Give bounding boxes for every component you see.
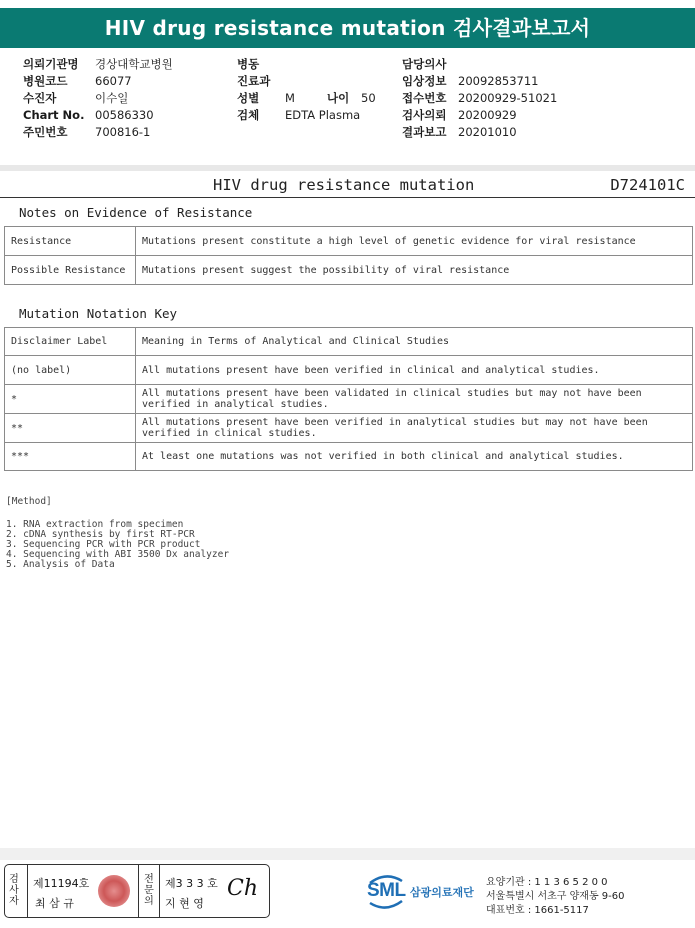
examiner-license-no: 제11194호: [33, 877, 90, 890]
specialist-label-char: 전: [144, 874, 154, 885]
requesting-institution-label: 의뢰기관명: [23, 57, 79, 71]
handwritten-signature: Ch: [227, 876, 259, 901]
signature-box: [4, 864, 270, 918]
specialist-license-no: 제3 3 3 호: [165, 877, 218, 890]
evidence-label: Resistance: [5, 227, 136, 256]
method-step: 1. RNA extraction from specimen: [6, 519, 184, 530]
examiner-name: 최 삼 규: [35, 897, 74, 910]
chart-no-value: 00586330: [95, 108, 154, 122]
resident-no-value: 700816-1: [95, 125, 151, 139]
report-title-bar: [0, 172, 695, 198]
table-row: [5, 385, 693, 414]
method-step: 5. Analysis of Data: [6, 559, 115, 570]
divider: [159, 865, 160, 917]
table-row: [5, 227, 693, 256]
evidence-text: Mutations present constitute a high level of genetic evidence for viral resistance: [136, 227, 693, 256]
org-code-line: 요양기관 : 1 1 3 6 5 2 0 0: [486, 877, 608, 888]
method-step: 3. Sequencing PCR with PCR product: [6, 539, 201, 550]
evidence-table: [4, 226, 693, 285]
notation-label: ***: [5, 443, 136, 471]
header-separator: [0, 165, 695, 171]
department-label: 진료과: [237, 74, 271, 88]
request-date-label: 검사의뢰: [402, 108, 447, 122]
report-code: D724101C: [610, 176, 685, 194]
header-col1: [23, 57, 173, 142]
org-address-line: 서울특별시 서초구 양재동 9-60: [486, 891, 625, 902]
notation-text: All mutations present have been verified in clinical and analytical studies.: [136, 356, 693, 385]
header-col3: [402, 57, 557, 142]
notation-label: *: [5, 385, 136, 414]
table-header-row: [5, 328, 693, 356]
sex-value: M: [285, 91, 295, 105]
notation-heading: Mutation Notation Key: [19, 306, 178, 321]
notation-label: **: [5, 414, 136, 443]
examiner-label-char: 사: [9, 885, 19, 896]
report-date-value: 20201010: [458, 125, 517, 139]
notation-header-label: Disclaimer Label: [5, 328, 136, 356]
notation-label: (no label): [5, 356, 136, 385]
requesting-institution-value: 경상대학교병원: [95, 57, 173, 71]
report-date-label: 결과보고: [402, 125, 447, 139]
accession-no-value: 20200929-51021: [458, 91, 558, 105]
examiner-label-char: 검: [9, 874, 19, 885]
sex-label: 성별: [237, 91, 260, 105]
table-row: [5, 256, 693, 285]
table-row: [5, 356, 693, 385]
specialist-label-char: 문: [144, 885, 154, 896]
notation-header-text: Meaning in Terms of Analytical and Clinical Studies: [136, 328, 693, 356]
specimen-value: EDTA Plasma: [285, 108, 361, 122]
method-steps: [6, 520, 229, 570]
org-phone-line: 대표번호 : 1661-5117: [486, 905, 589, 916]
method-heading: [Method]: [6, 496, 52, 507]
attending-doctor-label: 담당의사: [402, 57, 447, 71]
accession-no-label: 접수번호: [402, 91, 447, 105]
clinical-info-label: 임상정보: [402, 74, 447, 88]
method-step: 4. Sequencing with ABI 3500 Dx analyzer: [6, 549, 230, 560]
notation-text: At least one mutations was not verified in both clinical and analytical studies.: [136, 443, 693, 471]
hospital-code-label: 병원코드: [23, 74, 68, 88]
title-divider: [0, 197, 695, 198]
age-value: 50: [361, 91, 376, 105]
seal-stamp: [98, 875, 130, 907]
patient-value: 이수일: [95, 91, 129, 105]
examiner-label-char: 자: [9, 896, 19, 907]
evidence-heading: Notes on Evidence of Resistance: [19, 205, 253, 220]
notation-text: All mutations present have been validated in clinical studies but may not have been verified in analytical studies.: [136, 385, 693, 414]
divider: [138, 865, 139, 917]
evidence-text: Mutations present suggest the possibility of viral resistance: [136, 256, 693, 285]
request-date-value: 20200929: [458, 108, 517, 122]
method-step: 2. cDNA synthesis by first RT-PCR: [6, 529, 195, 540]
hospital-code-value: 66077: [95, 74, 132, 88]
notation-table: [4, 327, 693, 471]
report-banner-title: HIV drug resistance mutation 검사결과보고서: [0, 8, 695, 48]
specialist-label-char: 의: [144, 896, 154, 907]
notation-text: All mutations present have been verified in analytical studies but may not have been verified in clinical studies.: [136, 414, 693, 443]
org-name: 삼광의료재단: [410, 886, 474, 899]
report-title: HIV drug resistance mutation: [213, 176, 475, 194]
clinical-info-value: 20092853711: [458, 74, 539, 88]
ward-label: 병동: [237, 57, 260, 71]
age-label: 나이: [327, 91, 350, 105]
header-col2: [237, 57, 376, 125]
specialist-vertical-label: [143, 874, 155, 907]
sml-logo-text: SML: [367, 880, 406, 901]
divider: [27, 865, 28, 917]
table-row: [5, 414, 693, 443]
specimen-label: 검체: [237, 108, 260, 122]
footer-band: [0, 848, 695, 860]
patient-label: 수진자: [23, 91, 57, 105]
table-row: [5, 443, 693, 471]
resident-no-label: 주민번호: [23, 125, 68, 139]
chart-no-label: Chart No.: [23, 108, 85, 122]
specialist-name: 지 현 영: [165, 897, 204, 910]
examiner-vertical-label: [8, 874, 20, 907]
evidence-label: Possible Resistance: [5, 256, 136, 285]
